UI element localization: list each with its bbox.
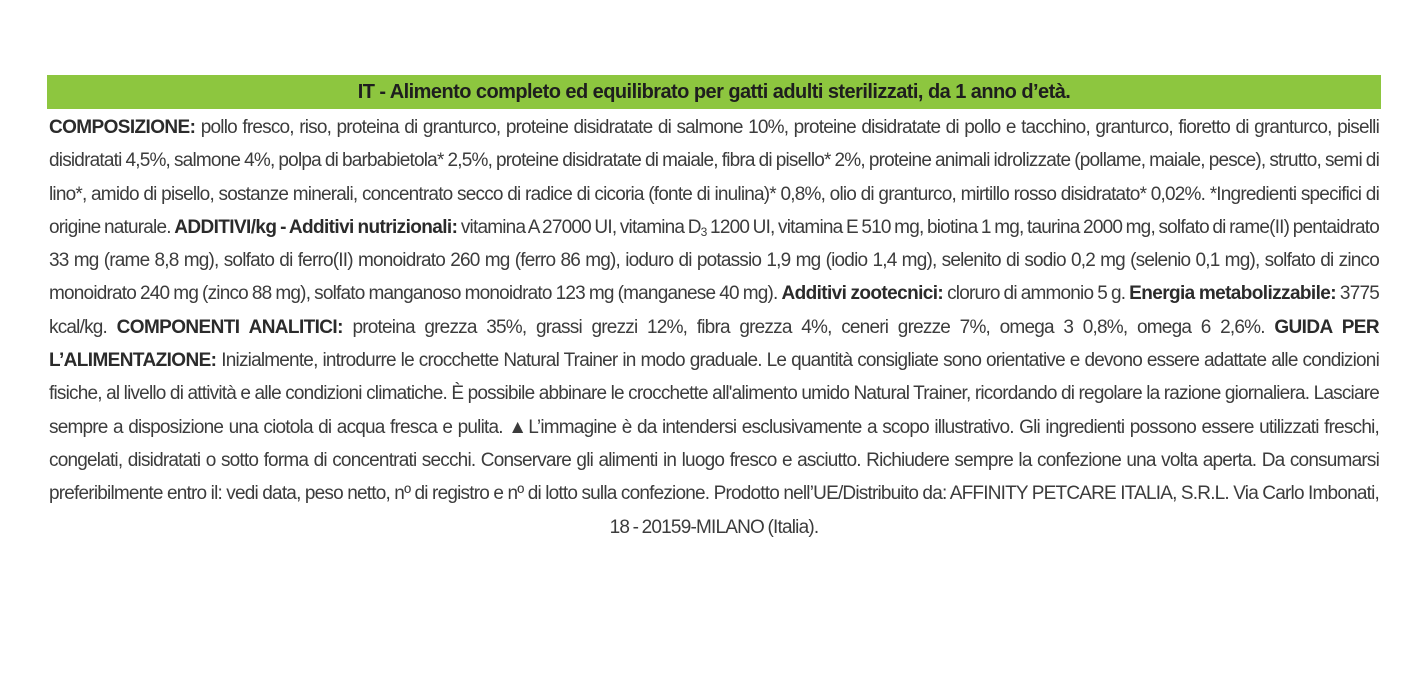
zootechnical-heading: Additivi zootecnici: xyxy=(781,283,944,305)
product-label xyxy=(47,75,1381,544)
composition-heading: COMPOSIZIONE: xyxy=(49,117,196,138)
label-title: IT - Alimento completo ed equilibrato per gatti adulti sterilizzati, da 1 anno d’età. xyxy=(357,80,1071,103)
additives-text-1: vitamina A 27000 UI, vitamina D xyxy=(457,216,701,238)
closing-text: L’immagine è da intendersi esclusivamente a scopo illustrativo. Gli ingredienti possono essere utilizzati freschi, congelati, disidratati o sotto forma di concentrati secchi. Conservare gli alimenti in luogo fresco e asciutto. Richiudere sempre la confezione una volta aperta. Da consumarsi preferibilmente entro il: vedi data, peso netto, nº di registro e nº di lotto sulla confezione. Prodotto nell’UE/Distribuito da: AFFINITY PETCARE ITALIA, S.R.L. Via Carlo Imbonati, 18 - 20159-MILANO (Italia). xyxy=(49,416,1379,538)
analytical-heading: COMPONENTI ANALITICI: xyxy=(116,316,343,338)
feeding-text: Inizialmente, introdurre le crocchette Natural Trainer in modo graduale. Le quantità consigliate sono orientative e devono essere adattate alle condizioni fisiche, al livello di attività e alle condizioni climatiche. È possibile abbinare le crocchette all'alimento umido Natural Trainer, ricordando di regolare la razione giornaliera. Lasciare sempre a disposizione una ciotola di acqua fresca e pulita. xyxy=(49,350,1379,438)
label-body xyxy=(47,111,1381,544)
energy-text: 3775 kcal/kg. xyxy=(49,283,1380,338)
composition-text: pollo fresco, riso, proteina di granturco, proteine disidratate di salmone 10%, proteine disidratate di pollo e tacchino, granturco, fioretto di granturco, piselli disidratati 4,5%, salmone 4%, polpa di barbabietola* 2,5%, proteine disidratate di maiale, fibra di pisello* 2%, proteine animali idrolizzate (pollame, maiale, pesce), strutto, semi di lino*, amido di pisello, sostanze minerali, concentrato secco di radice di cicoria (fonte di inulina)* 0,8%, olio di granturco, mirtillo rosso disidratato* 0,02%. *Ingredienti specifici di origine naturale. xyxy=(49,117,1379,238)
zootechnical-text: cloruro di ammonio 5 g. xyxy=(943,283,1130,305)
analytical-text: proteina grezza 35%, grassi grezzi 12%, fibra grezza 4%, ceneri grezze 7%, omega 3 0,8%, omega 6 2,6%. xyxy=(342,316,1275,338)
additives-text-2: 1200 UI, vitamina E 510 mg, biotina 1 mg, taurina 2000 mg, solfato di rame(II) pentaidrato 33 mg (rame 8,8 mg), solfato di ferro(II) monoidrato 260 mg (ferro 86 mg), ioduro di potassio 1,9 mg (iodio 1,4 mg), selenito di sodio 0,2 mg (selenio 0,1 mg), solfato di zinco monoidrato 240 mg (zinco 88 mg), solfato manganoso monoidrato 123 mg (manganese 40 mg). xyxy=(49,216,1379,305)
additives-heading: ADDITIVI/kg - Additivi nutrizionali: xyxy=(174,216,458,238)
energy-heading: Energia metabolizzabile: xyxy=(1129,283,1336,305)
vitamin-d-subscript: 3 xyxy=(700,224,707,239)
feeding-heading: GUIDA PER L’ALIMENTAZIONE: xyxy=(49,316,1379,372)
triangle-icon: ▲ xyxy=(508,416,529,438)
label-header-bar xyxy=(47,75,1381,109)
